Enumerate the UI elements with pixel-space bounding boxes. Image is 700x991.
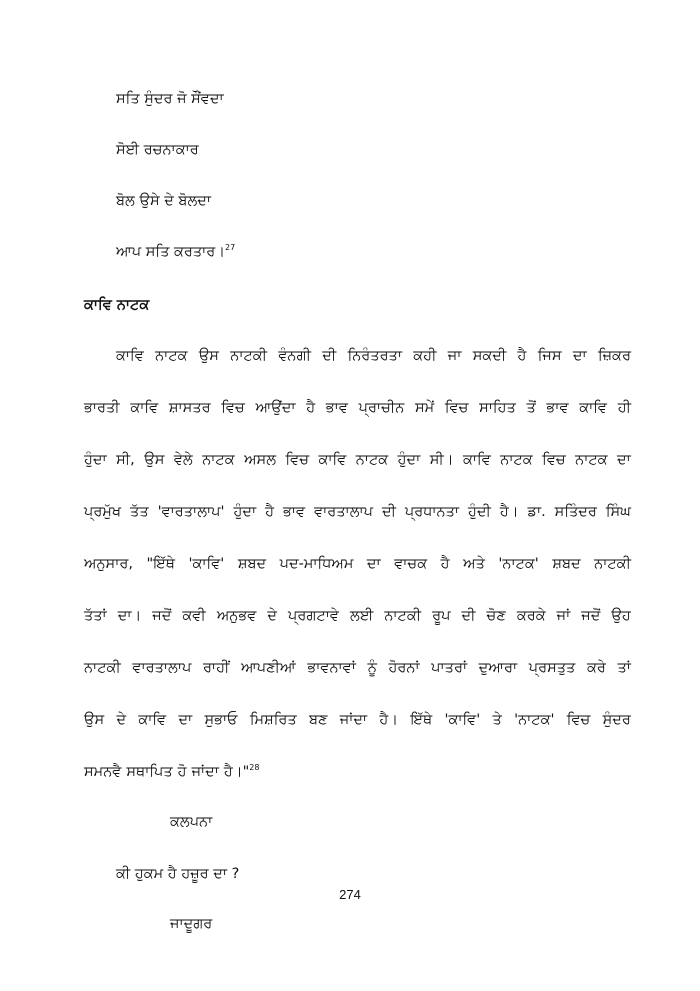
paragraph-line [84,502,631,522]
word: ਵੰਨਗੀ [278,348,311,364]
word: ਸ਼ਬਦ [552,556,581,572]
word: ਦਾ। [117,608,142,624]
word: ਰਾਹੀਂ [202,660,230,676]
word: ਹੋ [177,764,187,780]
word: 'ਵਾਰਤਾਲਾਪ' [157,504,225,520]
word: ਹੈ। [499,504,519,520]
word: ਦੇ [116,712,127,728]
word: ਵੇਲੇ [173,452,193,468]
word: ਵਿਚ [285,452,310,468]
word: ਨਾਟਕ [575,452,608,468]
paragraph-line [84,554,631,574]
paragraph-line [84,658,631,678]
word: ਭਾਵਨਾਵਾਂ [307,660,356,676]
word: ਹੀ [617,400,631,416]
word: ਤੋਂ [526,400,536,416]
word: ਦੀ [461,608,476,624]
word: ਹੁੰਦੀ [468,504,491,520]
word: ਵਿਚ [566,712,591,728]
word: ਕਾਵਿ [138,712,167,728]
word: ਸਮੇਂ [414,400,435,416]
word: ਦਾ [572,348,587,364]
page-number: 274 [339,887,361,902]
word: ਸਿੰਘ [605,504,631,520]
word: ਅਸਲ [244,452,277,468]
word: ਨੂੰ [367,660,377,676]
word: ਕਹੀ [413,348,437,364]
word: ਕਵੀ [182,608,206,624]
word: ਸਮਨਵੈ [84,764,122,780]
word: ਨਿਰੰਤਰਤਾ [347,348,402,364]
word: ਹੋਰਨਾਂ [388,660,420,676]
word: ਉਸ [198,348,219,364]
word: ਤਾਂ [617,660,631,676]
word: ਲਈ [350,608,374,624]
word: ਸ਼ਾਸਤਰ [168,400,211,416]
word: ਡਾ. [527,504,546,520]
paragraph-line [84,710,631,730]
word: 'ਕਾਵਿ' [188,556,225,572]
word: ਹੁੰਦਾ [397,452,421,468]
word: ਹੈ। [379,712,399,728]
word: ਸੀ, [116,452,135,468]
word: ਜਦੋਂ [581,608,601,624]
word: ਨਾਟਕ [202,452,235,468]
word: ਸੁਭਾਓ [204,712,238,728]
word: ਉਹ [611,608,631,624]
word: ਪ੍ਰਗਟਾਵੇ [288,608,339,624]
word: ਵਿਚ [444,400,469,416]
paragraph-line [84,450,631,470]
word: ਦੀ [381,504,396,520]
word: ਦੁਆਰਾ [478,660,518,676]
word: 'ਨਾਟਕ' [498,556,539,572]
word: ਜਿਸ [537,348,562,364]
word: ਪਾਤਰਾਂ [431,660,468,676]
verse-line: ਸਤਿ ਸੁੰਦਰ ਜੋ ਸੌਂਵਦਾ [116,91,224,107]
word: ਕਰੇ [586,660,606,676]
word: ਇੱਥੇ [410,712,433,728]
word: ਚੋਣ [486,608,506,624]
word: ਕਾਵਿ [318,452,347,468]
verse-line: ਆਪ ਸਤਿ ਕਰਤਾਰ।$^{27}$ [116,243,236,260]
word: ਹੁੰਦਾ [84,452,107,468]
word: ਤੇ [492,712,502,728]
word: ਸ਼ਬਦ [237,556,267,572]
word: ਰੂਪ [432,608,451,624]
word: ਅਤੇ [463,556,485,572]
word: ਸੀ। [429,452,454,468]
word: ਸੁੰਦਰ [602,712,631,728]
verse-line: ਸੋਈ ਰਚਨਾਕਾਰ [116,142,199,158]
word: ਕਾਵਿ [579,400,608,416]
word: ਭਾਰਤੀ [84,400,120,416]
speaker-name: ਕਲਪਨਾ [170,814,213,830]
verse-line: ਬੋਲ ਉਸੇ ਦੇ ਬੋਲਦਾ [116,193,212,209]
word: ਜਾ [447,348,462,364]
word: ਆਉਂਦਾ [255,400,296,416]
word: ਕਾਵਿ [130,400,159,416]
word: ਹੁੰਦਾ [233,504,257,520]
word: ਹੈ।"$^{28}$ [223,763,260,780]
word: ਹੈ [306,400,316,416]
word: ਜ਼ਿਕਰ [597,348,631,364]
word: ਕਾਵਿ [116,348,144,364]
word: ਦੀ [322,348,337,364]
word: ਨਾਟਕ [500,452,533,468]
word: ਕਾਵਿ [463,452,491,468]
paragraph-line [116,346,631,366]
word: ਭਾਵ [325,400,348,416]
word: ਵਾਰਤਾਲਾਪ [132,660,192,676]
word: ਦਾ [617,452,631,468]
word: ਪ੍ਰਮੁੱਖ [84,504,122,520]
section-heading: ਕਾਵਿ ਨਾਟਕ [84,297,150,313]
word: ਸਥਾਪਿਤ [126,764,173,780]
word: ਪ੍ਰਾਚੀਨ [358,400,405,416]
word: ਬਣ [308,712,328,728]
word: ਵਾਰਤਾਲਾਪ [314,504,374,520]
word: ਪਦ-ਮਾਧਿਅਮ [279,556,354,572]
dialogue-line: ਕੀ ਹੁਕਮ ਹੈ ਹਜ਼ੂਰ ਦਾ ? [116,866,240,882]
word: ਉਸ [84,712,105,728]
word: ਸਾਹਿਤ [479,400,516,416]
word: ਵਿਚ [542,452,566,468]
speaker-name: ਜਾਦੂਗਰ [170,916,213,932]
word: ਨਾਟਕੀ [230,348,268,364]
word: ਹੈ [440,556,450,572]
paragraph-line [84,762,631,782]
word: ਨਾਟਕੀ [84,660,121,676]
paragraph-line [84,606,631,626]
word: ਜਾਂਦਾ [191,764,219,780]
word: ਪ੍ਰਸਤੁਤ [528,660,576,676]
word: "ਇੱਥੇ [146,556,175,572]
word: ਕਰਕੇ [516,608,546,624]
word: ਜਾਂਦਾ [339,712,368,728]
word: ਸਕਦੀ [472,348,507,364]
word: ਸਤਿੰਦਰ [554,504,597,520]
word: ਜਾਂ [556,608,571,624]
word: ਅਨੁਭਵ [216,608,257,624]
word: 'ਕਾਵਿ' [444,712,481,728]
word: ਤੱਤ [130,504,149,520]
word: ਹੈ [517,348,527,364]
word: ਪ੍ਰਧਾਨਤਾ [404,504,460,520]
word: ਦਾ [178,712,193,728]
word: ਨਾਟਕੀ [594,556,631,572]
footnote-ref[interactable]: 28 [249,763,260,773]
word: ਤੱਤਾਂ [84,608,107,624]
word: ਨਾਟਕ [355,452,389,468]
word: ਦਾ [366,556,381,572]
word: ਵਿਚ [221,400,245,416]
word: ਨਾਟਕੀ [384,608,422,624]
word: ਨਾਟਕ [155,348,188,364]
word: ਅਨੁਸਾਰ, [84,556,133,572]
word: ਆਪਣੀਆਂ [240,660,296,676]
word: ਵਾਚਕ [394,556,428,572]
word: ਜਦੋਂ [152,608,172,624]
word: ਮਿਸ਼ਰਿਤ [249,712,297,728]
word: ਦੇ [267,608,277,624]
paragraph-line [84,398,631,418]
footnote-ref[interactable]: 27 [225,243,236,253]
word: ਭਾਵ [282,504,306,520]
word: ਹੈ [265,504,274,520]
word: 'ਨਾਟਕ' [514,712,555,728]
word: ਭਾਵ [546,400,569,416]
word: ਉਸ [144,452,165,468]
